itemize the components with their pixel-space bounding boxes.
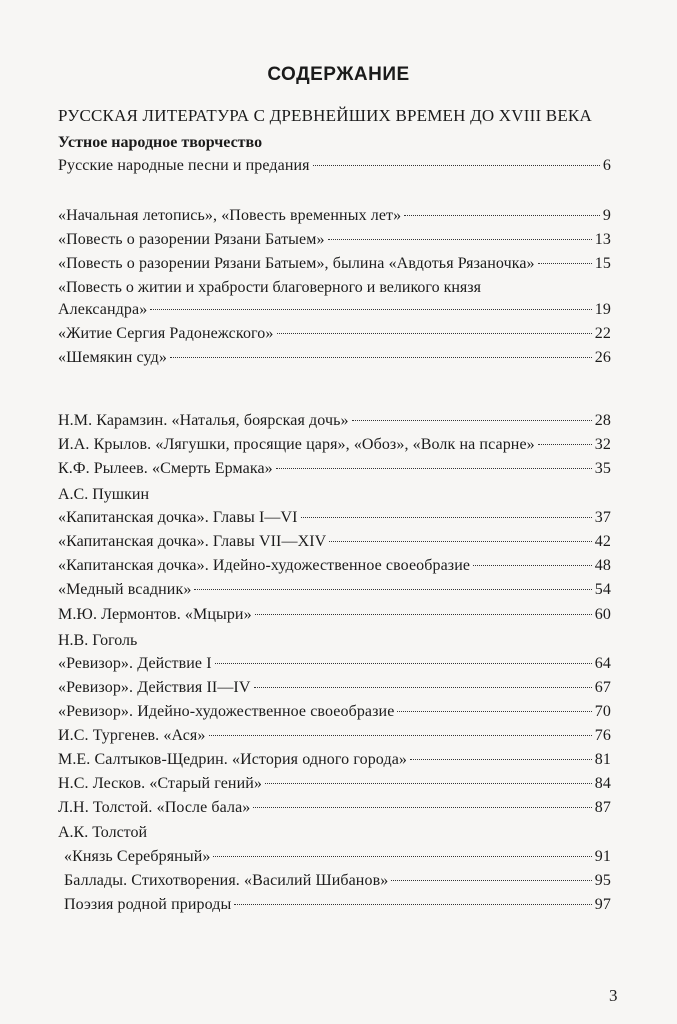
toc-entry [58,579,611,601]
toc-entry [58,701,611,723]
toc-entry [58,507,611,529]
dot-leader [277,333,592,334]
toc-entry-label: Л.Н. Толстой. «После бала» [58,799,251,816]
toc-entry [64,870,611,892]
toc-entry-label: Н.М. Карамзин. «Наталья, боярская дочь» [58,412,349,429]
section-title: РУССКАЯ ЛИТЕРАТУРА С ДРЕВНЕЙШИХ ВРЕМЕН ДО XVIII ВЕКА [58,106,592,125]
toc-entry [58,773,611,795]
toc-entry-page: 37 [594,509,611,526]
toc-entry-page: 32 [594,436,611,453]
toc-entry [64,846,611,868]
dot-leader [209,735,592,736]
toc-entry-label: «Повесть о разорении Рязани Батыем», былина «Авдотья Рязаночка» [58,255,535,272]
toc-entry-page: 97 [594,896,611,913]
toc-entry-label: М.Ю. Лермонтов. «Мцыри» [58,606,252,623]
author-heading: А.С. Пушкин [58,486,149,503]
page-number: 3 [609,986,618,1005]
toc-entry-label: «Ревизор». Действия II—IV [58,679,251,696]
toc-entry-page: 42 [594,533,611,550]
toc-entry-label: «Медный всадник» [58,581,192,598]
toc-entry [58,458,611,480]
dot-leader [391,880,591,881]
toc-entry [58,555,611,577]
toc-entry-page: 22 [594,325,611,342]
toc-entry [58,299,611,321]
dot-leader [473,565,592,566]
toc-entry-page: 19 [594,301,611,318]
toc-entry-page: 48 [594,557,611,574]
toc-entry [58,410,611,432]
toc-entry-label: Русские народные песни и предания [58,157,310,174]
toc-entry-label: «Ревизор». Действие I [58,655,212,672]
toc-entry [58,253,611,275]
toc-entry-page: 81 [594,751,611,768]
toc-entry-page: 28 [594,412,611,429]
toc-entry [58,205,611,227]
toc-entry-label: И.С. Тургенев. «Ася» [58,727,206,744]
dot-leader [329,541,591,542]
toc-entry [58,677,611,699]
toc-entry [58,347,611,369]
toc-entry-label: «Капитанская дочка». Главы I—VI [58,509,298,526]
author-heading: Н.В. Гоголь [58,632,138,649]
dot-leader [352,420,592,421]
toc-entry-page: 67 [594,679,611,696]
dot-leader [265,783,592,784]
toc-entry-page: 91 [594,848,611,865]
toc-entry-page: 95 [594,872,611,889]
toc-entry-page: 54 [594,581,611,598]
page-title: СОДЕРЖАНИЕ [267,64,410,85]
toc-entry [58,323,611,345]
toc-entry-page: 35 [594,460,611,477]
toc-entry-label: Поэзия родной природы [64,896,232,913]
toc-entry-label: «Повесть о разорении Рязани Батыем» [58,231,325,248]
toc-entry-label: «Житие Сергия Радонежского» [58,325,274,342]
toc-entry [58,653,611,675]
toc-entry-label: М.Е. Салтыков-Щедрин. «История одного города» [58,751,407,768]
dot-leader [194,589,591,590]
toc-entry-page: 26 [594,349,611,366]
toc-entry-page: 60 [594,606,611,623]
dot-leader [254,687,592,688]
dot-leader [328,239,592,240]
dot-leader [538,263,592,264]
author-heading: А.К. Толстой [58,824,148,841]
toc-entry [58,434,611,456]
dot-leader [404,215,600,216]
dot-leader [410,759,592,760]
toc-entry-page: 6 [602,157,611,174]
toc-entry-page: 87 [594,799,611,816]
dot-leader [313,165,600,166]
dot-leader [397,711,591,712]
toc-entry-label: Н.С. Лесков. «Старый гений» [58,775,262,792]
toc-entry-label: Баллады. Стихотворения. «Василий Шибанов» [64,872,389,889]
toc-entry-label: «Капитанская дочка». Идейно-художественное своеобразие [58,557,471,574]
dot-leader [538,444,592,445]
toc-entry [58,531,611,553]
toc-entry-label: «Ревизор». Идейно-художественное своеобразие [58,703,395,720]
toc-entry-page: 13 [594,231,611,248]
toc-entry [58,155,611,177]
toc-entry-page: 76 [594,727,611,744]
toc-entry-page: 70 [594,703,611,720]
toc-entry-label: К.Ф. Рылеев. «Смерть Ермака» [58,460,273,477]
toc-entry [58,725,611,747]
toc-entry-label: «Шемякин суд» [58,349,167,366]
toc-entry-page: 84 [594,775,611,792]
toc-entry [58,604,611,626]
toc-entry-page: 9 [602,207,611,224]
toc-entry [64,894,611,916]
toc-entry-label: И.А. Крылов. «Лягушки, просящие царя», «Обоз», «Волк на псарне» [58,436,535,453]
dot-leader [170,357,592,358]
dot-leader [150,309,591,310]
dot-leader [234,904,591,905]
toc-entry-label: «Капитанская дочка». Главы VII—XIV [58,533,327,550]
dot-leader [213,856,591,857]
dot-leader [301,517,592,518]
toc-entry-label: «Повесть о житии и храбрости благоверного и великого князя [58,279,481,296]
dot-leader [255,614,592,615]
toc-entry-page: 64 [594,655,611,672]
dot-leader [215,663,592,664]
toc-entry-label: «Князь Серебряный» [64,848,211,865]
toc-entry-page: 15 [594,255,611,272]
toc-entry [58,749,611,771]
dot-leader [253,807,591,808]
toc-entry-label: Александра» [58,301,148,318]
subsection-title: Устное народное творчество [58,134,263,151]
toc-entry-label: «Начальная летопись», «Повесть временных лет» [58,207,402,224]
toc-entry [58,797,611,819]
toc-entry [58,229,611,251]
dot-leader [276,468,592,469]
